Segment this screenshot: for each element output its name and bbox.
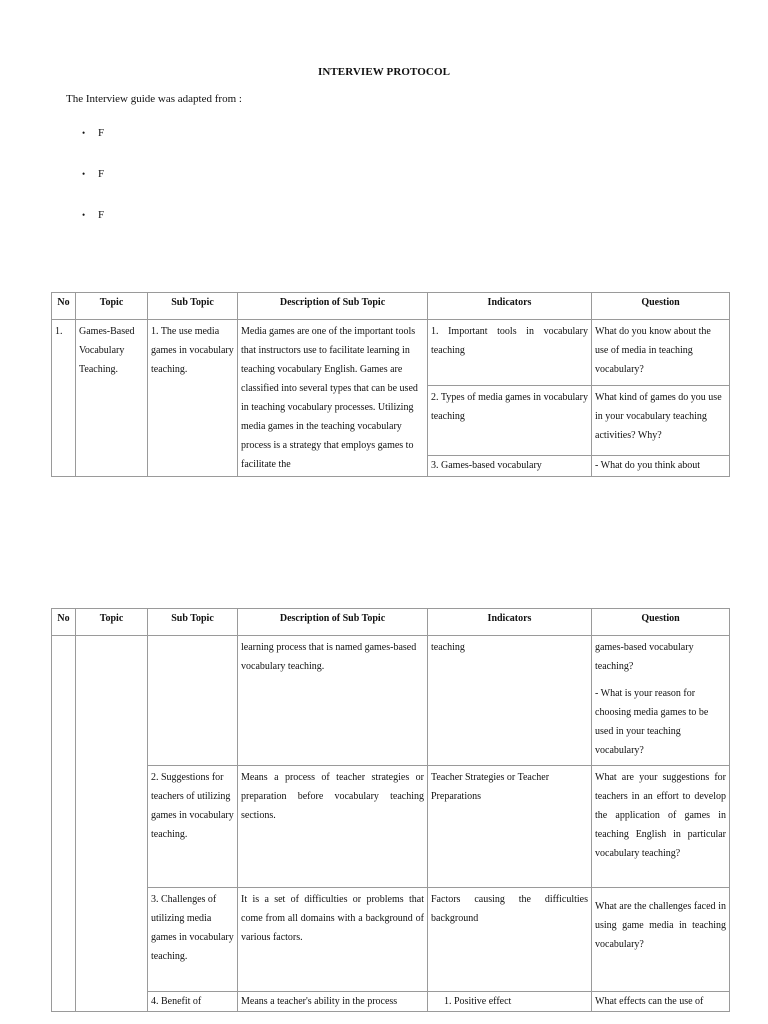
- cell-indicator: 1. Important tools in vocabulary teaching: [428, 320, 592, 386]
- cell-indicator: Teacher Strategies or Teacher Preparations: [428, 766, 592, 888]
- header-subtopic: Sub Topic: [148, 293, 238, 320]
- header-indicators: Indicators: [428, 293, 592, 320]
- list-item-text: F: [98, 127, 105, 139]
- cell-topic: Games-Based Vocabulary Teaching.: [76, 320, 148, 477]
- cell-description: Means a teacher's ability in the process: [238, 992, 428, 1012]
- table-header-row: [52, 609, 730, 636]
- protocol-table-page-1: [51, 292, 730, 477]
- cell-question: What are the challenges faced in using game media in teaching vocabulary?: [592, 888, 730, 992]
- cell-description: Media games are one of the important tools that instructors use to facilitate learning in teaching vocabulary English. Games are classified into several types that can be used in teaching vocabulary processes. Utilizing media games in the teaching vocabulary process is a strategy that employs games to facilitate the: [238, 320, 428, 477]
- header-description: Description of Sub Topic: [238, 293, 428, 320]
- cell-no: [52, 636, 76, 1012]
- intro-text: The Interview guide was adapted from :: [66, 93, 242, 105]
- cell-description: learning process that is named games-based vocabulary teaching.: [238, 636, 428, 766]
- header-indicators: Indicators: [428, 609, 592, 636]
- table-row: [52, 320, 730, 386]
- cell-subtopic: 3. Challenges of utilizing media games in vocabulary teaching.: [148, 888, 238, 992]
- header-topic: Topic: [76, 293, 148, 320]
- header-topic: Topic: [76, 609, 148, 636]
- cell-description: Means a process of teacher strategies or preparation before vocabulary teaching sections.: [238, 766, 428, 888]
- protocol-table-page-2: [51, 608, 730, 1012]
- header-no: No: [52, 609, 76, 636]
- bullet-icon: •: [82, 210, 86, 220]
- bullet-icon: •: [82, 128, 86, 138]
- cell-description: It is a set of difficulties or problems that come from all domains with a background of various factors.: [238, 888, 428, 992]
- table-header-row: [52, 293, 730, 320]
- question-text: games-based vocabulary teaching?: [595, 642, 694, 672]
- list-item-text: F: [98, 209, 105, 221]
- cell-indicator: 2. Types of media games in vocabulary teaching: [428, 385, 592, 455]
- cell-question: [592, 636, 730, 766]
- cell-subtopic: 1. The use media games in vocabulary teaching.: [148, 320, 238, 477]
- cell-indicator: Factors causing the difficulties background: [428, 888, 592, 992]
- cell-question: What are your suggestions for teachers in an effort to develop the application of games in teaching English in particular vocabulary teaching?: [592, 766, 730, 888]
- header-question: Question: [592, 609, 730, 636]
- cell-topic: [76, 636, 148, 1012]
- header-subtopic: Sub Topic: [148, 609, 238, 636]
- cell-question: What kind of games do you use in your vocabulary teaching activities? Why?: [592, 385, 730, 455]
- cell-indicator: 1. Positive effect: [428, 992, 592, 1012]
- cell-indicator: teaching: [428, 636, 592, 766]
- header-question: Question: [592, 293, 730, 320]
- cell-question: What effects can the use of: [592, 992, 730, 1012]
- source-list: [82, 127, 104, 250]
- cell-subtopic: 2. Suggestions for teachers of utilizing games in vocabulary teaching.: [148, 766, 238, 888]
- cell-no: 1.: [52, 320, 76, 477]
- cell-subtopic: [148, 636, 238, 766]
- header-no: No: [52, 293, 76, 320]
- table-row: [52, 766, 730, 888]
- cell-subtopic: 4. Benefit of: [148, 992, 238, 1012]
- table-row: [52, 992, 730, 1012]
- bullet-icon: •: [82, 169, 86, 179]
- list-item: [82, 127, 104, 168]
- header-description: Description of Sub Topic: [238, 609, 428, 636]
- cell-indicator: 3. Games-based vocabulary: [428, 455, 592, 476]
- table-row: [52, 888, 730, 992]
- cell-question: - What do you think about: [592, 455, 730, 476]
- list-item: [82, 209, 104, 250]
- question-text: - What is your reason for choosing media games to be used in your teaching vocabulary?: [595, 688, 709, 756]
- list-item: [82, 168, 104, 209]
- table-row: [52, 636, 730, 766]
- cell-question: What do you know about the use of media in teaching vocabulary?: [592, 320, 730, 386]
- list-item-text: F: [98, 168, 105, 180]
- document-title: INTERVIEW PROTOCOL: [317, 66, 451, 78]
